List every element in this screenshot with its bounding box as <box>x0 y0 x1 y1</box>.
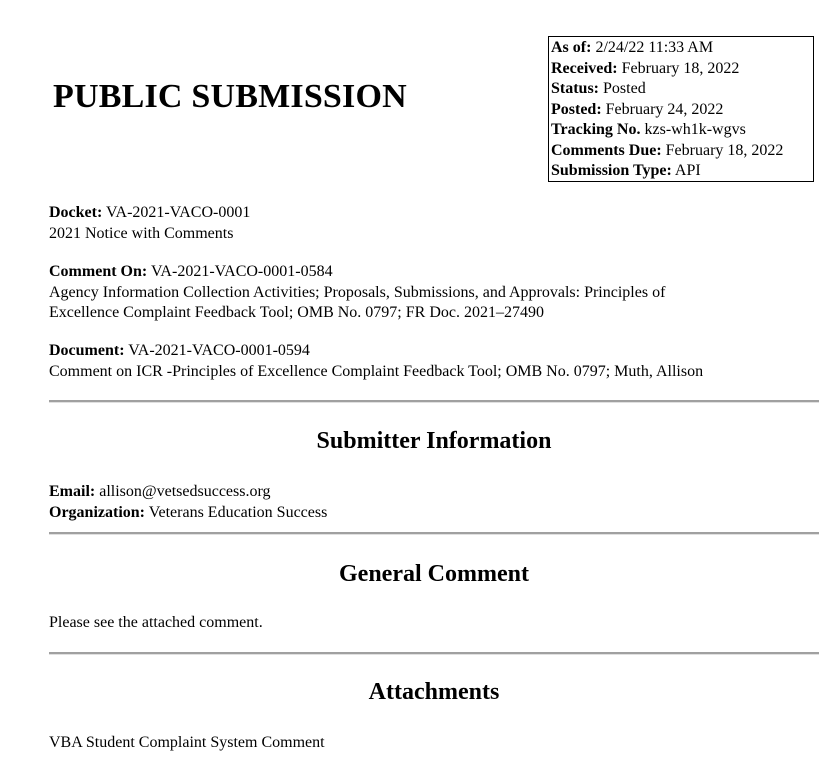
as-of-row <box>551 38 813 59</box>
docket-row <box>49 203 250 224</box>
attachment-item: VBA Student Complaint System Comment <box>49 734 325 751</box>
submission-type-value: API <box>674 162 701 179</box>
posted-row <box>551 100 813 121</box>
submission-type-row <box>551 161 813 182</box>
document-description: Comment on ICR -Principles of Excellence Complaint Feedback Tool; OMB No. 0797; Muth, Allison <box>49 362 704 380</box>
comments-due-value: February 18, 2022 <box>665 141 784 159</box>
email-row <box>49 482 327 503</box>
comment-on-description-line1: Agency Information Collection Activities; Proposals, Submissions, and Approvals: Principles of <box>49 283 666 301</box>
submitter-section <box>49 482 327 523</box>
received-row <box>551 59 813 80</box>
docket-description: 2021 Notice with Comments <box>49 224 234 242</box>
posted-label: Posted: <box>551 100 602 118</box>
document-label: Document: <box>49 342 125 359</box>
tracking-value: kzs-wh1k-wgvs <box>644 121 746 138</box>
docket-label: Docket: <box>49 204 103 221</box>
status-row <box>551 79 813 100</box>
posted-value: February 24, 2022 <box>605 100 724 118</box>
attachments-heading: Attachments <box>368 679 500 705</box>
comments-due-label: Comments Due: <box>551 141 662 159</box>
received-value: February 18, 2022 <box>621 59 740 77</box>
document-row <box>49 341 703 362</box>
tracking-label: Tracking No. <box>551 121 641 138</box>
general-comment-heading: General Comment <box>339 561 529 587</box>
organization-row <box>49 503 327 524</box>
submission-type-label: Submission Type: <box>551 162 672 179</box>
attachments-list <box>49 733 325 754</box>
tracking-row <box>551 120 813 141</box>
docket-value: VA-2021-VACO-0001 <box>106 204 251 221</box>
comment-on-label: Comment On: <box>49 263 148 280</box>
as-of-label: As of: <box>551 39 592 56</box>
comments-due-row <box>551 141 813 162</box>
received-label: Received: <box>551 59 618 77</box>
status-value: Posted <box>603 80 646 97</box>
status-label: Status: <box>551 80 600 97</box>
comment-on-section <box>49 262 665 324</box>
submission-info-box <box>548 36 814 182</box>
document-value: VA-2021-VACO-0001-0594 <box>128 342 310 359</box>
section-divider-3 <box>49 652 819 655</box>
comment-on-row <box>49 262 665 283</box>
submitter-heading: Submitter Information <box>316 428 552 454</box>
comment-on-description-line2: Excellence Complaint Feedback Tool; OMB No. 0797; FR Doc. 2021–27490 <box>49 304 544 321</box>
organization-label: Organization: <box>49 503 145 521</box>
email-label: Email: <box>49 483 96 500</box>
docket-section <box>49 203 250 244</box>
as-of-value: 2/24/22 11:33 AM <box>595 39 714 56</box>
document-section <box>49 341 703 382</box>
email-value: allison@vetsedsuccess.org <box>99 483 271 500</box>
section-divider-2 <box>49 532 819 535</box>
section-divider-1 <box>49 400 819 403</box>
organization-value: Veterans Education Success <box>148 503 328 521</box>
general-comment-text: Please see the attached comment. <box>49 614 263 631</box>
page-title: PUBLIC SUBMISSION <box>53 78 407 115</box>
comment-on-value: VA-2021-VACO-0001-0584 <box>150 263 333 280</box>
